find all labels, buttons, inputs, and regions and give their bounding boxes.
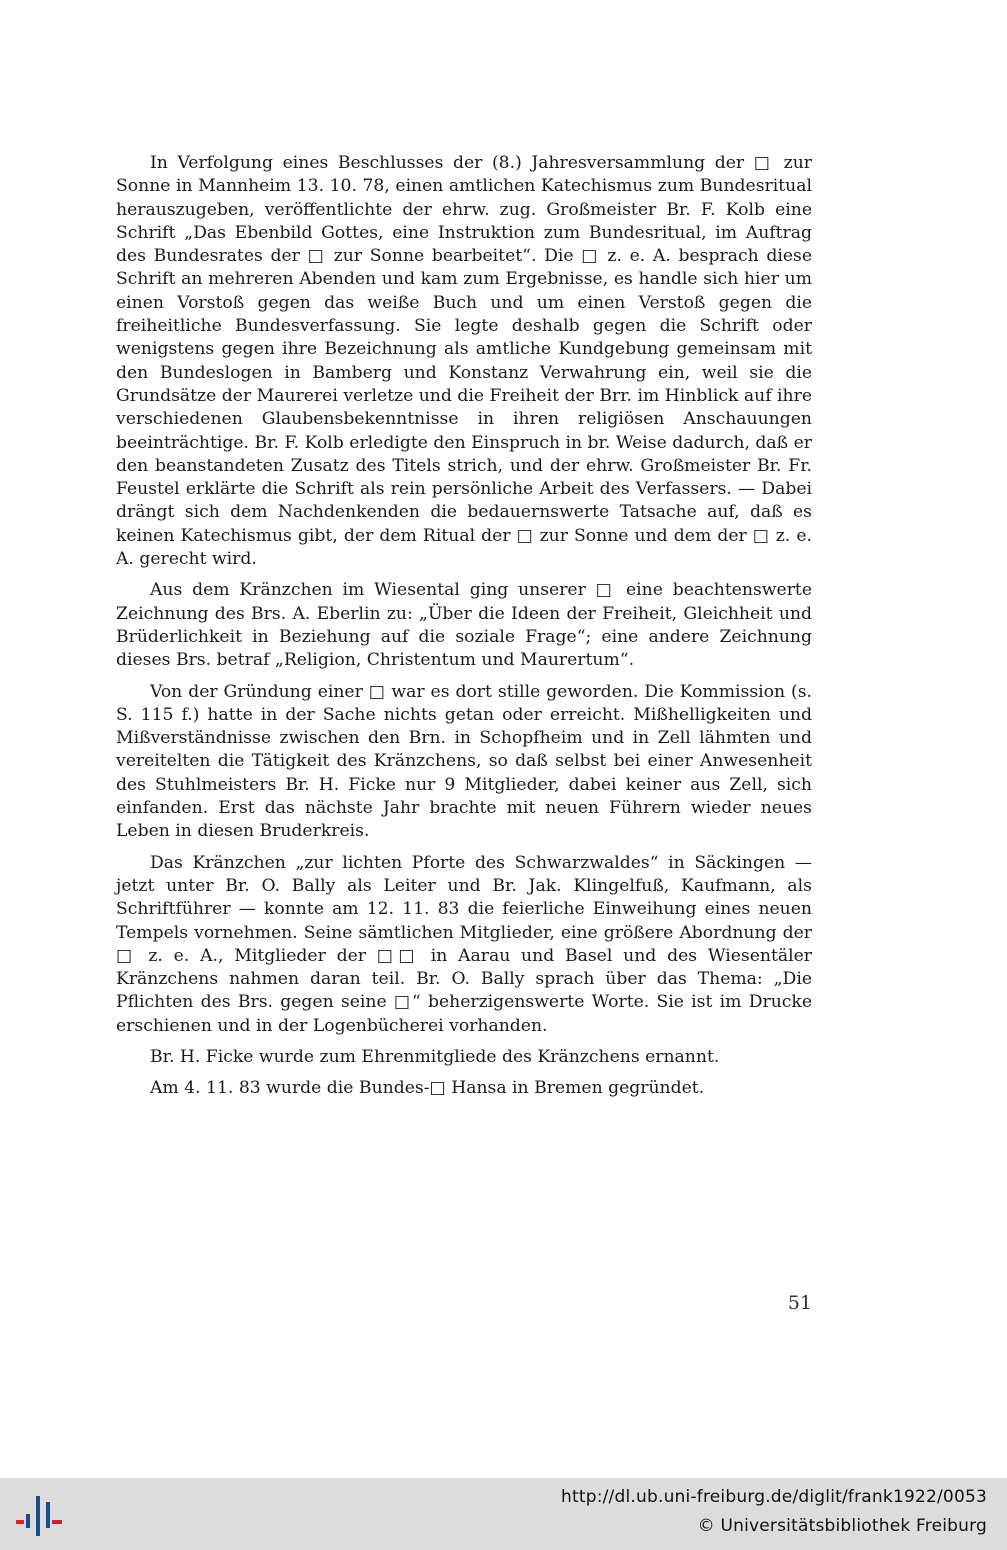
footer-bar bbox=[0, 1478, 1007, 1550]
paragraph-2: Aus dem Kränzchen im Wiesental ging unserer □ eine beachtenswerte Zeichnung des Brs. A. Eberlin zu: „Über die Ideen der Freiheit, Gleichheit und Brüderlichkeit in Beziehung auf die soziale Frage“; eine andere Zeichnung dieses Brs. betraf „Religion, Christentum und Maurertum“. bbox=[116, 580, 812, 671]
document-body bbox=[116, 152, 812, 1101]
paragraph-5: Br. H. Ficke wurde zum Ehrenmitgliede des Kränzchens ernannt. bbox=[150, 1046, 720, 1067]
page-number: 51 bbox=[787, 1292, 812, 1314]
copyright-text: © Universitätsbibliothek Freiburg bbox=[697, 1516, 987, 1536]
paragraph-1: In Verfolgung eines Beschlusses der (8.) Jahresversammlung der □ zur Sonne in Mannheim 13. 10. 78, einen amtlichen Katechismus zum Bundesritual herauszugeben, veröffentlichte der ehrw. zug. Großmeister Br. F. Kolb eine Schrift „Das Ebenbild Gottes, eine Instruktion zum Bundesritual, im Auftrag des Bundesrates der □ zur Sonne bearbeitet“. Die □ z. e. A. besprach diese Schrift an mehreren Abenden und kam zum Ergebnisse, es handle sich hier um einen Vorstoß gegen das weiße Buch und um einen Verstoß gegen die freiheitliche Bundesverfassung. Sie legte deshalb gegen die Schrift oder wenigstens gegen ihre Bezeichnung als amtliche Kundgebung gemeinsam mit den Bundeslogen in Bamberg und Konstanz Verwahrung ein, weil sie die Grundsätze der Maurerei verletze und die Freiheit der Brr. im Hinblick auf ihre verschiedenen Glaubensbekenntnisse in ihren religiösen Anschauungen beeinträchtige. Br. F. Kolb erledigte den Einspruch in br. Weise dadurch, daß er den beanstandeten Zusatz des Titels strich, und der ehrw. Großmeister Br. Fr. Feustel erklärte die Schrift als rein persönliche Arbeit des Verfassers. — Dabei drängt sich dem Nachdenkenden die bedauernswerte Tatsache auf, daß es keinen Katechismus gibt, der dem Ritual der □ zur Sonne und dem der □ z. e. A. gerecht wird. bbox=[116, 153, 812, 570]
paragraph-3: Von der Gründung einer □ war es dort stille geworden. Die Kommission (s. S. 115 f.) hatte in der Sache nichts getan oder erreicht. Mißhelligkeiten und Mißverständnisse zwischen den Brn. in Schopfheim und in Zell lähmten und vereitelten die Tätigkeit des Kränzchens, so daß selbst bei einer Anwesenheit des Stuhlmeisters Br. H. Ficke nur 9 Mitglieder, dabei keiner aus Zell, sich einfanden. Erst das nächste Jahr brachte mit neuen Führern wieder neues Leben in diesen Bruderkreis. bbox=[116, 681, 812, 842]
paragraph-6: Am 4. 11. 83 wurde die Bundes-□ Hansa in Bremen gegründet. bbox=[150, 1078, 705, 1099]
paragraph-4: Das Kränzchen „zur lichten Pforte des Schwarzwaldes“ in Säckingen — jetzt unter Br. O. Bally als Leiter und Br. Jak. Klingelfuß, Kaufmann, als Schriftführer — konnte am 12. 11. 83 die feierliche Einweihung eines neuen Tempels vornehmen. Seine sämtlichen Mitglieder, eine größere Abordnung der □ z. e. A., Mitglieder der □□ in Aarau und Basel und des Wiesentäler Kränzchens nahmen daran teil. Br. O. Bally sprach über das Thema: „Die Pflichten des Brs. gegen seine □“ beherzigenswerte Worte. Sie ist im Drucke erschienen und in der Logenbücherei vorhanden. bbox=[116, 852, 812, 1036]
permalink-url[interactable]: http://dl.ub.uni-freiburg.de/diglit/frank1922/0053 bbox=[561, 1487, 987, 1507]
ub-freiburg-logo-icon bbox=[16, 1492, 64, 1540]
